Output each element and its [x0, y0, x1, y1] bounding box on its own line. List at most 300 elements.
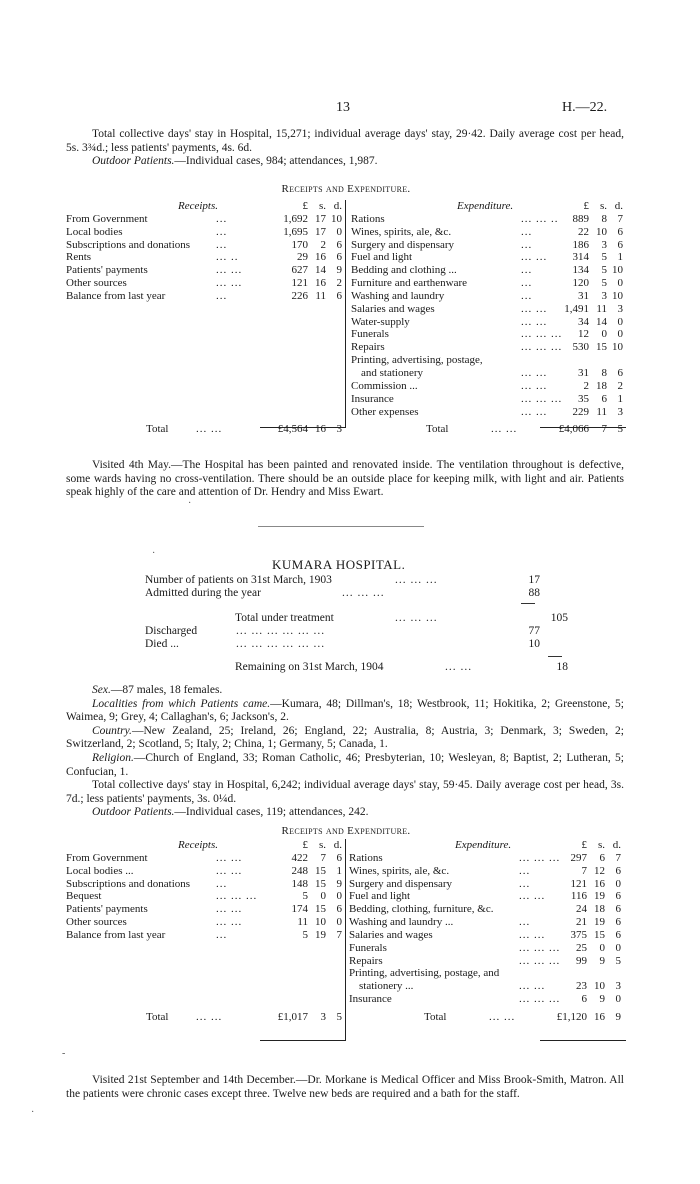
- currency-header: £: [581, 839, 587, 851]
- amount: [543, 380, 623, 393]
- expenditure-row: [349, 865, 626, 878]
- amount-pounds: 229: [572, 405, 589, 418]
- dot-leader: ...: [216, 928, 228, 941]
- row-label: Rents: [66, 251, 92, 264]
- amount-pence: 0: [617, 315, 623, 328]
- amount-pounds: 2: [583, 379, 589, 392]
- expenditure-row: [351, 354, 626, 367]
- currency-header: s.: [597, 839, 605, 851]
- column-heading-row: [66, 200, 346, 213]
- amount: [541, 1011, 621, 1024]
- dot-leader: ...: [521, 277, 533, 290]
- amount-pence: 6: [336, 851, 342, 864]
- amount: [262, 916, 342, 929]
- row-label: Total: [146, 1011, 169, 1023]
- row-label: Repairs: [351, 341, 385, 354]
- amount-pence: 0: [615, 993, 621, 1006]
- dot-leader: ...: [521, 238, 533, 251]
- amount-pounds: 530: [572, 341, 589, 354]
- amount: [543, 316, 623, 329]
- row-label: Total: [424, 1010, 447, 1023]
- expenditure-row: [351, 341, 626, 354]
- dot-leader: ... ... ...: [395, 612, 438, 624]
- visit-text-1: Visited 4th May.—The Hospital has been painted and renovated inside. The ventilation throughout is defective, some wards having no cross-ventilation. There should be an outside place for keeping milk, with light and air. Patients speak highly of the care and attention of Dr. Hendry and Miss Ewart.: [66, 459, 624, 499]
- dot-leader: ... ...: [521, 302, 548, 315]
- currency-header: d.: [333, 200, 342, 212]
- row-label: Printing, advertising, postage,: [351, 354, 483, 367]
- row-label: Rations: [349, 851, 383, 864]
- amount: [541, 993, 621, 1006]
- amount-shillings: 2: [320, 238, 326, 251]
- amount-pounds: 134: [572, 264, 589, 277]
- dot-leader: ... ...: [216, 864, 243, 877]
- dot-leader: ... ...: [445, 661, 473, 673]
- table-title: Receipts and Expenditure.: [281, 183, 411, 195]
- expenditure-row: [351, 303, 626, 316]
- row-label: Wines, spirits, ale, &c.: [349, 864, 450, 877]
- amount-shillings: 15: [315, 877, 326, 890]
- amount-pence: 3: [336, 423, 342, 436]
- amount: [262, 852, 342, 865]
- receipt-row: [66, 277, 346, 290]
- amount: [541, 955, 621, 968]
- amount-pence: 0: [336, 916, 342, 929]
- currency-header: s.: [318, 200, 326, 212]
- amount-shillings: 10: [594, 980, 605, 993]
- column-heading-row: [351, 200, 626, 213]
- sex-text: —87 males, 18 females.: [110, 684, 223, 696]
- amount-shillings: 15: [596, 341, 607, 354]
- amount-pence: 6: [615, 864, 621, 877]
- row-label: Funerals: [351, 328, 389, 341]
- amount: [543, 226, 623, 239]
- amount: [262, 213, 342, 226]
- amount-pounds: 5: [302, 890, 308, 903]
- expenditure-row: [349, 993, 626, 1006]
- visit-paragraph-1: [66, 459, 624, 500]
- dot-leader: ... ...: [196, 423, 223, 436]
- amount-shillings: 3: [601, 238, 607, 251]
- amount-shillings: 11: [596, 405, 607, 418]
- subtotal-rule: [548, 656, 562, 657]
- outdoor-paragraph: [66, 155, 624, 169]
- row-label: Insurance: [351, 392, 394, 405]
- amount: [262, 277, 342, 290]
- amount-shillings: 3: [601, 289, 607, 302]
- amount-shillings: 14: [315, 264, 326, 277]
- amount-pounds: 31: [578, 366, 589, 379]
- row-label: Surgery and dispensary: [349, 877, 453, 890]
- expenditure-row: [351, 290, 626, 303]
- country-text: —New Zealand, 25; Ireland, 26; England, 22; Australia, 8; Austria, 3; Denmark, 3; Sweden, 2; Switzerland, 2; Scotland, 5; Italy, 2; China, 1; Germany, 5; Canada, 1.: [66, 724, 624, 751]
- amount-shillings: 18: [594, 903, 605, 916]
- row-label: Bequest: [66, 890, 102, 903]
- dot-leader: ... ...: [216, 277, 243, 290]
- dot-leader: ... ...: [216, 916, 243, 929]
- column-heading-row: [66, 839, 346, 852]
- dot-leader: ... ...: [519, 980, 546, 993]
- expenditure-row: [351, 239, 626, 252]
- expenditure-row: [349, 967, 626, 980]
- amount-pence: 6: [615, 903, 621, 916]
- amount-pounds: 12: [578, 328, 589, 341]
- amount: [543, 393, 623, 406]
- dot-leader: ...: [216, 212, 228, 225]
- total-under-treatment-value: 105: [550, 612, 568, 624]
- table-title: Receipts and Expenditure.: [281, 825, 411, 837]
- amount-pounds: £4,564: [277, 423, 308, 436]
- column-heading: Expenditure.: [457, 200, 514, 212]
- amount-shillings: 19: [594, 890, 605, 903]
- total-under-treatment-label: Total under treatment: [235, 612, 334, 624]
- amount: [543, 328, 623, 341]
- amount-pence: 1: [617, 392, 623, 405]
- amount-shillings: 6: [601, 392, 607, 405]
- amount-shillings: 16: [315, 251, 326, 264]
- currency-header: s.: [318, 839, 326, 851]
- row-label: Fuel and light: [351, 251, 413, 264]
- amount-pence: 0: [615, 877, 621, 890]
- amount: [543, 303, 623, 316]
- dot-leader: ... ...: [216, 264, 243, 277]
- dot-leader: ... ...: [216, 851, 243, 864]
- amount-pounds: 22: [578, 225, 589, 238]
- amount: [541, 942, 621, 955]
- row-label: From Government: [66, 851, 148, 864]
- dot-leader: ... ...: [521, 251, 548, 264]
- amount-pence: 10: [612, 289, 623, 302]
- amount-pounds: £4,066: [558, 423, 589, 436]
- amount-pence: 5: [617, 423, 623, 436]
- row-label: Salaries and wages: [349, 928, 433, 941]
- receipts-total-rule: [260, 1040, 346, 1041]
- kumara-stay-text: Total collective days' stay in Hospital, 6,242; individual average days' stay, 59·45. Daily average cost per head, 3s. 7d.; less patients' payments, 3s. 0¼d.: [66, 779, 624, 805]
- hospital-title: KUMARA HOSPITAL.: [272, 557, 406, 572]
- amount: [543, 406, 623, 419]
- expenditure-row: [349, 890, 626, 903]
- dot-leader: ...: [216, 225, 228, 238]
- amount-pence: 9: [615, 1010, 621, 1023]
- amount-shillings: 5: [601, 264, 607, 277]
- amount-shillings: 0: [599, 941, 605, 954]
- expenditure-column: [351, 200, 626, 436]
- row-label: Patients' payments: [66, 903, 148, 916]
- dot-leader: ... ... ... ... ... ...: [236, 638, 326, 650]
- receipts-expenditure-table-1: [66, 183, 626, 445]
- currency-header: d.: [614, 200, 623, 212]
- amount: [262, 865, 342, 878]
- amount: [262, 264, 342, 277]
- dot-leader: ...: [216, 877, 228, 890]
- expenditure-row: [351, 367, 626, 380]
- amount-pounds: 1,491: [564, 302, 589, 315]
- amount-pence: 2: [617, 379, 623, 392]
- sex-paragraph: [66, 684, 624, 698]
- expenditure-row: [351, 406, 626, 419]
- column-divider: [345, 200, 346, 428]
- amount-pence: 5: [615, 954, 621, 967]
- amount-pence: 6: [615, 928, 621, 941]
- amount-pounds: 297: [570, 851, 587, 864]
- amount: [543, 367, 623, 380]
- summary-label: Admitted during the year: [145, 587, 261, 599]
- amount-pounds: 31: [578, 289, 589, 302]
- dot-leader: ... ..: [216, 251, 239, 264]
- amount-pounds: 422: [291, 851, 308, 864]
- amount-pence: 10: [612, 264, 623, 277]
- receipt-row: [66, 903, 346, 916]
- remaining-value: 18: [556, 661, 568, 673]
- amount-pounds: 1,692: [283, 212, 308, 225]
- dot-leader: ... ... ...: [521, 328, 563, 341]
- amount-pence: 9: [336, 877, 342, 890]
- summary-value: 17: [528, 574, 540, 586]
- amount: [543, 251, 623, 264]
- amount-shillings: 9: [599, 993, 605, 1006]
- currency-headers: [262, 200, 342, 213]
- expenditure-row: [349, 929, 626, 942]
- row-label: Salaries and wages: [351, 302, 435, 315]
- expenditure-row: [351, 251, 626, 264]
- patients-start-row: [145, 574, 332, 586]
- row-label: Washing and laundry: [351, 289, 445, 302]
- amount-pence: 7: [617, 212, 623, 225]
- amount: [262, 929, 342, 942]
- dot-leader: ... ... ...: [519, 954, 561, 967]
- dot-leader: ...: [519, 877, 531, 890]
- sex-label: Sex.: [92, 684, 111, 696]
- expenditure-row: [351, 316, 626, 329]
- amount-pence: 0: [336, 225, 342, 238]
- row-label: Fuel and light: [349, 890, 411, 903]
- amount: [541, 865, 621, 878]
- amount-shillings: 10: [596, 225, 607, 238]
- expenditure-row: [349, 955, 626, 968]
- amount-pounds: 24: [576, 903, 587, 916]
- amount: [262, 890, 342, 903]
- expenditure-row: [349, 980, 626, 993]
- amount-pounds: 121: [291, 277, 308, 290]
- amount-pence: 1: [336, 864, 342, 877]
- amount-shillings: 11: [596, 302, 607, 315]
- amount-pounds: 627: [291, 264, 308, 277]
- column-heading-row: [349, 839, 626, 852]
- amount-pence: 6: [336, 903, 342, 916]
- amount-pounds: 11: [297, 916, 308, 929]
- amount-shillings: 0: [320, 890, 326, 903]
- amount-pence: 6: [336, 238, 342, 251]
- localities-paragraph: [66, 698, 624, 725]
- amount-pence: 9: [336, 264, 342, 277]
- amount-pence: 6: [617, 366, 623, 379]
- amount-pounds: 170: [291, 238, 308, 251]
- amount: [262, 226, 342, 239]
- expenditure-column: [349, 839, 626, 1024]
- amount: [541, 852, 621, 865]
- dot-leader: ... ...: [491, 423, 518, 436]
- died-label: Died ...: [145, 638, 179, 650]
- receipt-row: [66, 239, 346, 252]
- dot-leader: ...: [216, 289, 228, 302]
- row-label: Insurance: [349, 993, 392, 1006]
- amount-shillings: 7: [601, 423, 607, 436]
- dot-leader: ... ...: [521, 315, 548, 328]
- amount-pence: 0: [336, 890, 342, 903]
- amount: [262, 878, 342, 891]
- receipt-row: [66, 264, 346, 277]
- receipt-row: [66, 852, 346, 865]
- amount: [541, 878, 621, 891]
- country-paragraph: [66, 725, 624, 752]
- row-label: Subscriptions and donations: [66, 238, 191, 251]
- amount-pounds: 226: [291, 289, 308, 302]
- amount-pounds: 889: [572, 212, 589, 225]
- row-label: Funerals: [349, 941, 387, 954]
- religion-text: —Church of England, 33; Roman Catholic, 46; Presbyterian, 10; Wesleyan, 8; Baptist, 2; Lutheran, 5; Confucian, 1.: [66, 751, 624, 778]
- column-heading: Expenditure.: [455, 839, 512, 851]
- column-heading: Receipts.: [178, 839, 219, 851]
- amount-shillings: 19: [594, 916, 605, 929]
- amount-pounds: 314: [572, 251, 589, 264]
- summary-label: Number of patients on 31st March, 1903: [145, 574, 332, 586]
- amount-shillings: 6: [599, 851, 605, 864]
- amount-shillings: 16: [315, 423, 326, 436]
- kumara-outdoor-paragraph: [66, 806, 624, 820]
- row-label: Washing and laundry ...: [349, 916, 454, 929]
- dot-leader: ... ...: [521, 405, 548, 418]
- amount-pounds: 29: [297, 251, 308, 264]
- receipts-column: [66, 839, 346, 1024]
- row-label: Other expenses: [351, 405, 419, 418]
- amount-pounds: 34: [578, 315, 589, 328]
- amount-pounds: £1,017: [277, 1011, 308, 1023]
- currency-header: £: [302, 200, 308, 212]
- currency-headers: [262, 839, 342, 852]
- amount-shillings: 3: [320, 1011, 326, 1023]
- dot-leader: ...: [521, 264, 533, 277]
- amount: [541, 916, 621, 929]
- receipts-total-row: [66, 1011, 346, 1024]
- receipt-row: [66, 865, 346, 878]
- amount-pence: 6: [617, 238, 623, 251]
- expenditure-total-row: [351, 423, 626, 436]
- amount-pounds: 116: [570, 890, 587, 903]
- amount-shillings: 16: [594, 1010, 605, 1023]
- currency-header: £: [583, 200, 589, 212]
- amount-pounds: 186: [572, 238, 589, 251]
- amount-shillings: 17: [315, 212, 326, 225]
- amount-shillings: 5: [601, 251, 607, 264]
- amount: [541, 903, 621, 916]
- dot-leader: ...: [216, 238, 228, 251]
- expenditure-total-rule: [540, 1040, 626, 1041]
- amount-pence: 6: [617, 225, 623, 238]
- amount: [262, 290, 342, 303]
- dot-leader: ... ... ...: [519, 941, 561, 954]
- row-label: Bedding, clothing, furniture, &c.: [349, 903, 494, 916]
- amount-shillings: 15: [594, 928, 605, 941]
- dot-leader: ... ...: [521, 366, 548, 379]
- amount: [262, 423, 342, 436]
- religion-label: Religion.: [92, 751, 134, 764]
- dot-leader: ... ... ...: [521, 341, 563, 354]
- amount-pence: 10: [612, 341, 623, 354]
- row-label: Repairs: [349, 954, 383, 967]
- dot-leader: ... ... ...: [519, 851, 561, 864]
- amount-shillings: 11: [315, 289, 326, 302]
- amount: [543, 213, 623, 226]
- receipts-total-rule: [260, 427, 346, 428]
- discharged-value: 77: [528, 625, 540, 637]
- row-label: Commission ...: [351, 379, 418, 392]
- amount: [543, 290, 623, 303]
- amount-shillings: 16: [594, 877, 605, 890]
- amount-pounds: 174: [291, 903, 308, 916]
- amount-pounds: 25: [576, 941, 587, 954]
- row-label: stationery ...: [359, 980, 414, 993]
- amount: [543, 423, 623, 436]
- currency-headers: [543, 200, 623, 213]
- amount-pounds: 6: [581, 993, 587, 1006]
- dot-leader: ...: [519, 864, 531, 877]
- dot-leader: ... ... ...: [395, 574, 438, 586]
- amount-pounds: 148: [291, 877, 308, 890]
- amount-pounds: 21: [576, 916, 587, 929]
- dot-leader: ... ...: [519, 928, 546, 941]
- dot-leader: ... ... ...: [521, 392, 563, 405]
- amount-pence: 0: [617, 277, 623, 290]
- religion-paragraph: [66, 752, 624, 779]
- row-label: Balance from last year: [66, 928, 166, 941]
- row-label: Surgery and dispensary: [351, 238, 455, 251]
- stay-text: Total collective days' stay in Hospital, 15,271; individual average days' stay, 29·42. Daily average cost per head, 5s. 3¾d.; less patients' payments, 4s. 6d.: [66, 128, 624, 154]
- amount-shillings: 5: [601, 277, 607, 290]
- outdoor-label: Outdoor Patients.: [92, 155, 175, 168]
- amount-pounds: £1,120: [556, 1010, 587, 1023]
- row-label: Other sources: [66, 277, 127, 290]
- expenditure-row: [351, 328, 626, 341]
- amount-shillings: 12: [594, 864, 605, 877]
- amount: [262, 1011, 342, 1024]
- amount-pence: 10: [331, 212, 342, 225]
- outdoor-text: —Individual cases, 984; attendances, 1,987.: [174, 155, 378, 168]
- summary-value: 88: [528, 587, 540, 599]
- amount-shillings: 10: [315, 916, 326, 929]
- amount: [262, 903, 342, 916]
- amount-pence: 6: [615, 890, 621, 903]
- expenditure-row: [349, 942, 626, 955]
- kumara-details: [66, 684, 624, 820]
- dot-leader: ...: [521, 289, 533, 302]
- expenditure-total-row: [349, 1011, 626, 1024]
- amount-pounds: 248: [291, 864, 308, 877]
- dot-leader: ... ... ...: [216, 890, 258, 903]
- dot-leader: ...: [521, 225, 533, 238]
- amount-pounds: 375: [570, 928, 587, 941]
- receipt-row: [66, 251, 346, 264]
- amount-pence: 1: [617, 251, 623, 264]
- row-label: Total: [146, 423, 169, 436]
- receipts-expenditure-table-2: [66, 825, 626, 1060]
- row-label: Other sources: [66, 916, 127, 929]
- amount-shillings: 9: [599, 954, 605, 967]
- amount: [543, 264, 623, 277]
- remaining-label: Remaining on 31st March, 1904: [235, 661, 384, 673]
- row-label: Local bodies: [66, 225, 123, 238]
- amount-pence: 5: [336, 1011, 342, 1023]
- row-label: From Government: [66, 212, 148, 225]
- died-value: 10: [528, 638, 540, 650]
